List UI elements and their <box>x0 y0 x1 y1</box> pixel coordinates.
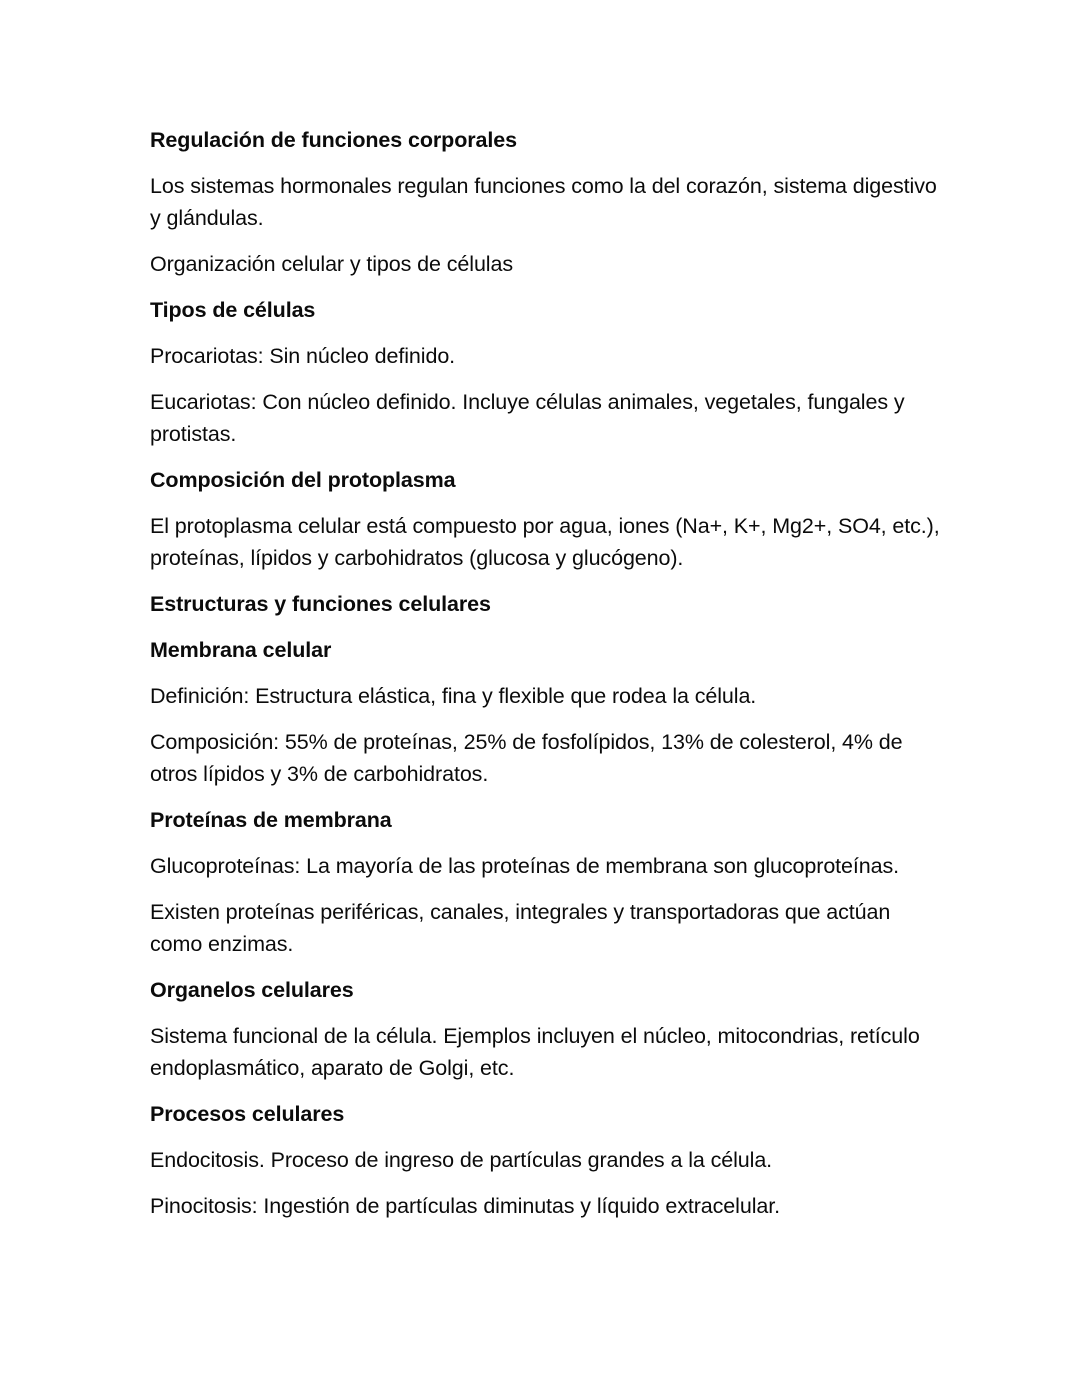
section-heading: Tipos de células <box>150 298 316 322</box>
paragraph: El protoplasma celular está compuesto por agua, iones (Na+, K+, Mg2+, SO4, etc.), proteínas, lípidos y carbohidratos (glucosa y glucógeno). <box>150 514 940 570</box>
paragraph: Los sistemas hormonales regulan funciones como la del corazón, sistema digestivo y glándulas. <box>150 174 937 230</box>
paragraph: Sistema funcional de la célula. Ejemplos incluyen el núcleo, mitocondrias, retículo endoplasmático, aparato de Golgi, etc. <box>150 1024 920 1080</box>
document-page <box>150 124 940 1236</box>
paragraph: Definición: Estructura elástica, fina y flexible que rodea la célula. <box>150 684 757 708</box>
paragraph: Glucoproteínas: La mayoría de las proteínas de membrana son glucoproteínas. <box>150 854 900 878</box>
section-heading: Procesos celulares <box>150 1102 345 1126</box>
paragraph: Pinocitosis: Ingestión de partículas diminutas y líquido extracelular. <box>150 1194 780 1218</box>
paragraph: Endocitosis. Proceso de ingreso de partículas grandes a la célula. <box>150 1148 773 1172</box>
paragraph: Composición: 55% de proteínas, 25% de fosfolípidos, 13% de colesterol, 4% de otros lípidos y 3% de carbohidratos. <box>150 730 903 786</box>
section-heading: Composición del protoplasma <box>150 468 456 492</box>
paragraph: Organización celular y tipos de células <box>150 252 513 276</box>
paragraph: Eucariotas: Con núcleo definido. Incluye células animales, vegetales, fungales y protistas. <box>150 390 905 446</box>
paragraph: Procariotas: Sin núcleo definido. <box>150 344 456 368</box>
section-heading: Estructuras y funciones celulares <box>150 592 491 616</box>
section-heading: Organelos celulares <box>150 978 354 1002</box>
section-heading: Membrana celular <box>150 638 332 662</box>
section-heading: Regulación de funciones corporales <box>150 128 517 152</box>
paragraph: Existen proteínas periféricas, canales, integrales y transportadoras que actúan como enzimas. <box>150 900 891 956</box>
section-heading: Proteínas de membrana <box>150 808 392 832</box>
